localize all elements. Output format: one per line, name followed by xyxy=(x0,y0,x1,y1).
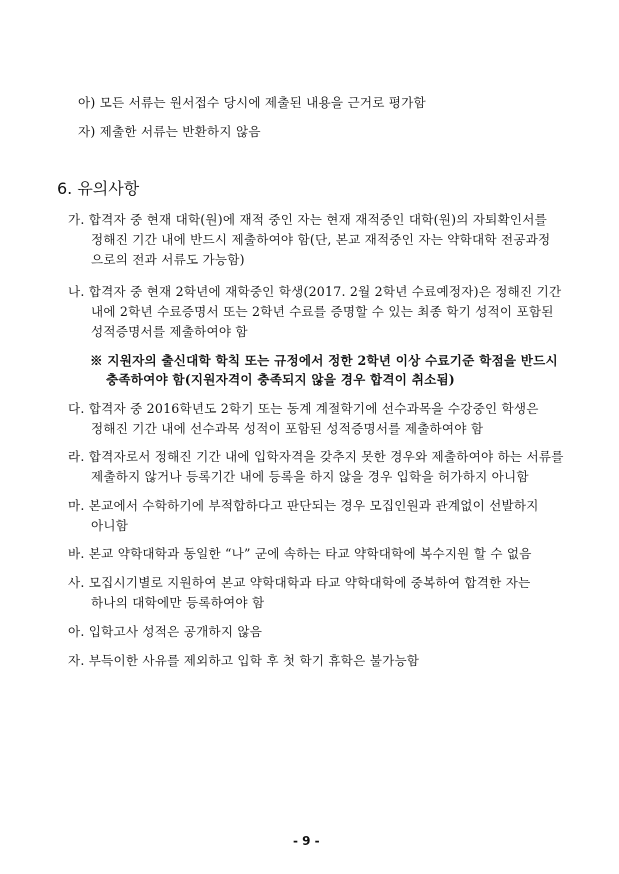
item-sa-line2: 하나의 대학에만 등록하여야 함 xyxy=(91,595,265,610)
note-line2: 충족하여야 함(지원자격이 충족되지 않을 경우 합격이 취소됨) xyxy=(106,372,455,387)
item-na-line1: 나. 합격자 중 현재 2학년에 재학중인 학생(2017. 2월 2학년 수료예정자)은 정해진 기간 xyxy=(68,284,562,299)
item-ja2: 자. 부득이한 사유를 제외하고 입학 후 첫 학기 휴학은 불가능함 xyxy=(68,653,420,668)
page-number: - 9 - xyxy=(293,834,320,848)
item-ma-line1: 마. 본교에서 수학하기에 부적합하다고 판단되는 경우 모집인원과 관계없이 선발하지 xyxy=(68,498,539,513)
item-ra-line2: 제출하지 않거나 등록기간 내에 등록을 하지 않을 경우 입학을 허가하지 아니함 xyxy=(91,469,529,484)
item-ah: 아. 입학고사 성적은 공개하지 않음 xyxy=(68,624,263,639)
item-ba: 바. 본교 약학대학과 동일한 “나” 군에 속하는 타교 약학대학에 복수지원 할 수 없음 xyxy=(68,546,532,561)
item-ra-line1: 라. 합격자로서 정해진 기간 내에 입학자격을 갖추지 못한 경우와 제출하여야 하는 서류를 xyxy=(68,449,564,464)
section-title: 6. 유의사항 xyxy=(57,179,140,198)
item-ma-line2: 아니함 xyxy=(91,518,129,533)
item-ga-line2: 정해진 기간 내에 반드시 제출하여야 함(단, 본교 재적중인 자는 약학대학 전공과정 xyxy=(91,232,551,247)
item-ga-line1: 가. 합격자 중 현재 대학(원)에 재적 중인 자는 현재 재적중인 대학(원)의 자퇴확인서를 xyxy=(68,212,547,227)
item-a-ah: 아) 모든 서류는 원서접수 당시에 제출된 내용을 근거로 평가함 xyxy=(78,95,426,110)
item-na-line2: 내에 2학년 수료증명서 또는 2학년 수료를 증명할 수 있는 최종 학기 성적이 포함된 xyxy=(91,304,554,319)
item-da-line1: 다. 합격자 중 2016학년도 2학기 또는 동계 계절학기에 선수과목을 수강중인 학생은 xyxy=(68,401,539,416)
item-da-line2: 정해진 기간 내에 선수과목 성적이 포함된 성적증명서를 제출하여야 함 xyxy=(91,421,484,436)
item-ga-line3: 으로의 전과 서류도 가능함) xyxy=(91,252,245,267)
item-na-line3: 성적증명서를 제출하여야 함 xyxy=(91,324,248,339)
item-sa-line1: 사. 모집시기별로 지원하여 본교 약학대학과 타교 약학대학에 중복하여 합격한 자는 xyxy=(68,575,531,590)
item-ja: 자) 제출한 서류는 반환하지 않음 xyxy=(78,124,261,139)
note-line1: ※ 지원자의 출신대학 학칙 또는 규정에서 정한 2학년 이상 수료기준 학점을 반드시 xyxy=(90,353,558,368)
